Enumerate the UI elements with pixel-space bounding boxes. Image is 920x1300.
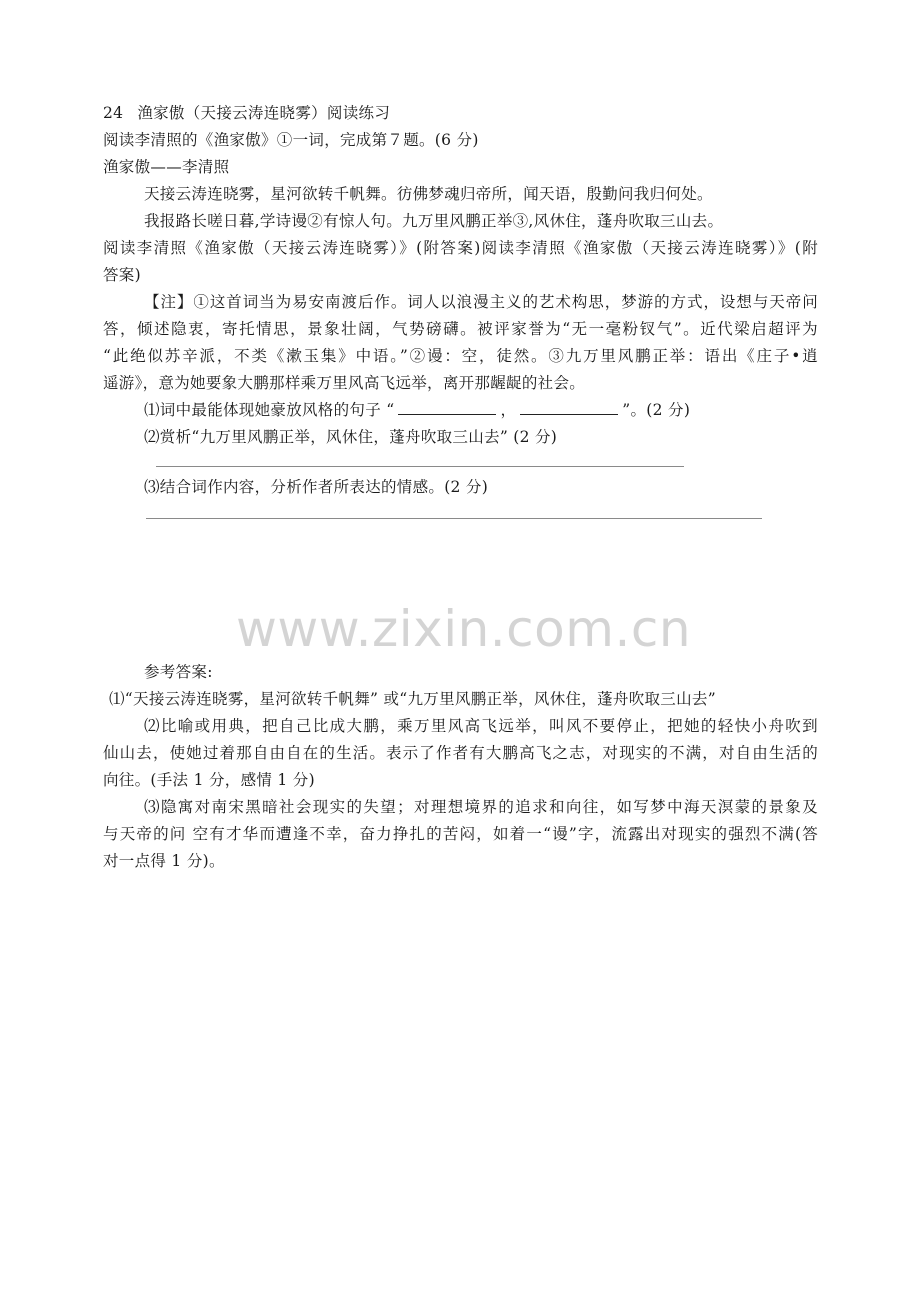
answer-1: ⑴“天接云涛连晓雾，星河欲转千帆舞” 或“九万里风鹏正举，风休住，蓬舟吹取三山去” <box>109 690 716 708</box>
annotation-line-4: 遥游》，意为她要象大鹏那样乘万里风高飞远举，离开那龌龊的社会。 <box>103 374 586 392</box>
answer-blank-1[interactable] <box>398 400 496 415</box>
answer-3-line-3: 对一点得 1 分)。 <box>103 852 225 870</box>
answer-line-3[interactable] <box>146 518 762 519</box>
watermark: www.zixin.com.cn <box>236 600 692 658</box>
intro-text: 阅读李清照的《渔家傲》①一词，完成第７题。(6 分) <box>103 131 479 149</box>
answer-blank-2[interactable] <box>520 400 618 415</box>
answer-2-line-2: 仙山去，使她过着那自由自在的生活。表示了作者有大鹏高飞之志，对现实的不满，对自由生活的 <box>103 744 818 762</box>
answer-2-line-3: 向往。(手法 1 分，感情 1 分) <box>103 771 315 789</box>
annotation-line-3: “此绝似苏辛派，不类《漱玉集》中语。”②谩：空，徒然。③九万里风鹏正举：语出《庄子•逍 <box>103 347 818 365</box>
question-1-prefix: ⑴词中最能体现她豪放风格的句子 “ <box>144 401 395 419</box>
answer-2-line-1: ⑵比喻或用典，把自己比成大鹏，乘万里风高飞远举，叫风不要停止，把她的轻快小舟吹到 <box>144 717 818 735</box>
answer-line-2[interactable] <box>156 466 684 467</box>
source-note-line-1: 阅读李清照《渔家傲（天接云涛连晓雾）》(附答案)阅读李清照《渔家傲（天接云涛连晓雾）》(附 <box>103 239 818 257</box>
question-1-comma: ， <box>500 401 517 419</box>
poem-line-1: 天接云涛连晓雾，星河欲转千帆舞。彷佛梦魂归帝所，闻天语，殷勤问我归何处。 <box>144 185 713 203</box>
heading <box>103 103 390 123</box>
source-note-line-2: 答案) <box>103 266 141 284</box>
answer-3-line-2: 与天帝的问 空有才华而遭逢不幸，奋力挣扎的苦闷，如着一“谩”字，流露出对现实的强烈不满(答 <box>103 825 818 843</box>
question-3: ⑶结合词作内容，分析作者所表达的情感。(2 分) <box>144 478 489 496</box>
poem-title: 渔家傲——李清照 <box>103 158 230 176</box>
heading-number: 24 <box>103 104 124 122</box>
heading-title: 渔家傲（天接云涛连晓雾）阅读练习 <box>137 104 391 122</box>
question-1 <box>144 400 690 420</box>
question-2: ⑵赏析“九万里风鹏正举，风休住，蓬舟吹取三山去” (2 分) <box>144 428 558 446</box>
answer-3-line-1: ⑶隐寓对南宋黑暗社会现实的失望；对理想境界的追求和向往，如写梦中海天溟蒙的景象及 <box>144 798 818 816</box>
question-1-suffix: ”。(2 分) <box>622 401 691 419</box>
poem-line-2: 我报路长嗟日暮,学诗谩②有惊人句。九万里风鹏正举③,风休住，蓬舟吹取三山去。 <box>144 212 724 230</box>
annotation-line-1: 【注】①这首词当为易安南渡后作。词人以浪漫主义的艺术构思，梦游的方式，设想与天帝问 <box>144 293 818 311</box>
answers-title: 参考答案: <box>144 663 213 681</box>
annotation-line-2: 答，倾述隐衷，寄托情思，景象壮阔，气势磅礴。被评家誉为“无一毫粉钗气”。近代梁启超评为 <box>103 320 818 338</box>
